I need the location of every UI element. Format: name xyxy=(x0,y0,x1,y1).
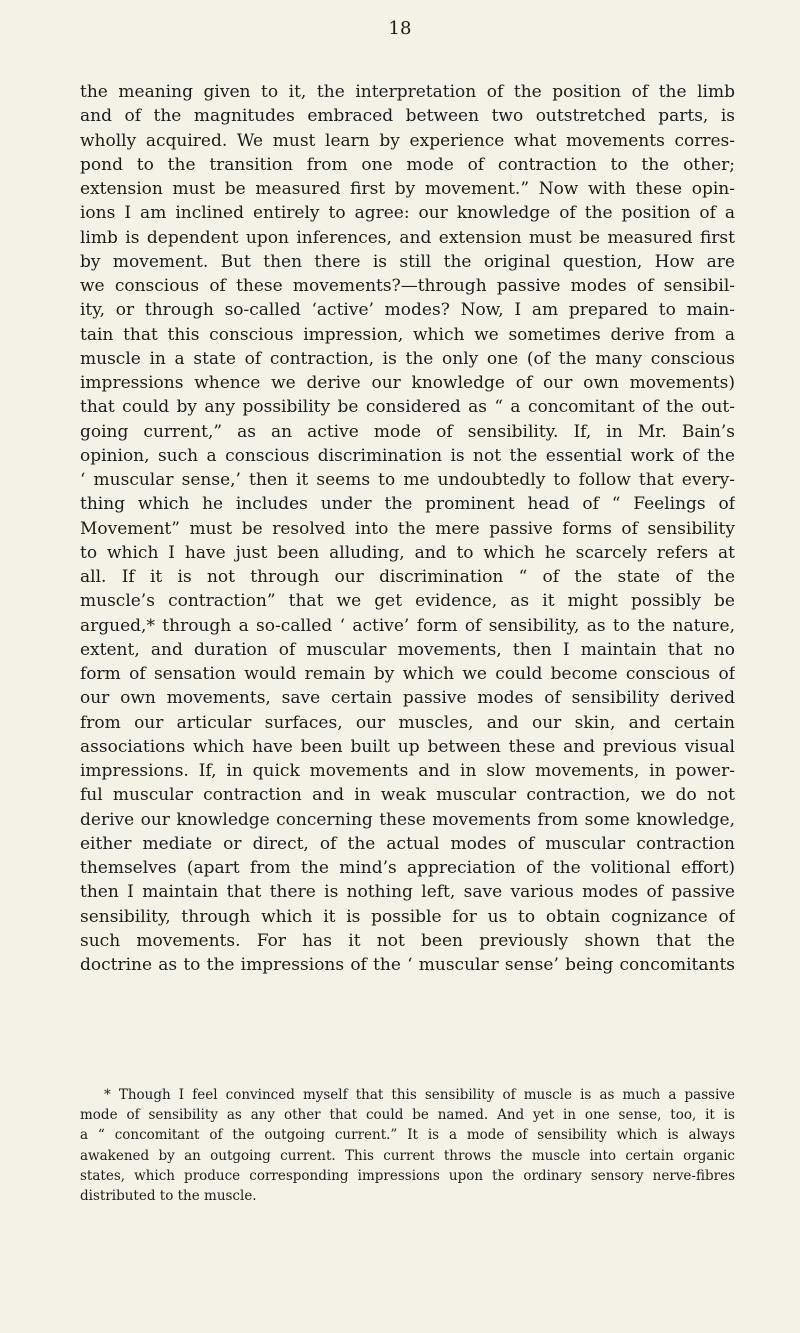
body-line: all. If it is not through our discrimination “ of the state of the xyxy=(80,567,735,587)
body-line: opinion, such a conscious discrimination is not the essential work of the xyxy=(80,445,735,466)
body-line: from our articular surfaces, our muscles, and our skin, and certain xyxy=(80,712,735,733)
body-line: doctrine as to the impressions of the ‘ muscular sense’ being concomitants xyxy=(80,955,735,975)
body-line: muscle’s contraction” that we get evidence, as it might possibly be xyxy=(80,591,735,612)
body-line: to which I have just been alluding, and to which he scarcely refers at xyxy=(80,542,735,563)
footnote-line: states, which produce corresponding impressions upon the ordinary sensory nerve-fibres xyxy=(80,1167,735,1184)
body-line: Movement” must be resolved into the mere passive forms of sensibility xyxy=(80,518,735,539)
body-line: argued,* through a so-called ‘ active’ form of sensibility, as to the nature, xyxy=(80,615,735,636)
body-line: we conscious of these movements?—through passive modes of sensibil- xyxy=(80,276,735,296)
footnote-line: distributed to the muscle. xyxy=(80,1187,257,1204)
body-line: then I maintain that there is nothing left, save various modes of passive xyxy=(80,882,735,903)
body-line: derive our knowledge concerning these movements from some knowledge, xyxy=(80,809,735,830)
body-text xyxy=(80,80,735,977)
body-line: limb is dependent upon inferences, and extension must be measured first xyxy=(80,227,735,248)
footnote-line: a “ concomitant of the outgoing current.” It is a mode of sensibility which is always xyxy=(80,1127,735,1144)
footnote xyxy=(80,1085,735,1206)
body-line: form of sensation would remain by which we could become conscious of xyxy=(80,664,735,684)
body-line: ful muscular contraction and in weak muscular contraction, we do not xyxy=(80,785,735,806)
body-line: impressions whence we derive our knowledge of our own movements) xyxy=(80,373,735,393)
body-line: that could by any possibility be considered as “ a concomitant of the out- xyxy=(80,397,735,418)
body-line: associations which have been built up between these and previous visual xyxy=(80,736,735,757)
body-line: and of the magnitudes embraced between two outstretched parts, is xyxy=(80,106,735,127)
page-number: 18 xyxy=(388,18,412,39)
body-line: by movement. But then there is still the original question, How are xyxy=(80,251,735,272)
body-line: extent, and duration of muscular movements, then I maintain that no xyxy=(80,639,735,660)
footnote-line: awakened by an outgoing current. This current throws the muscle into certain organic xyxy=(80,1147,735,1164)
body-line: our own movements, save certain passive modes of sensibility derived xyxy=(80,688,735,709)
body-line: impressions. If, in quick movements and in slow movements, in power- xyxy=(80,761,735,781)
footnote-line: * Though I feel convinced myself that this sensibility of muscle is as much a passive xyxy=(104,1087,735,1103)
body-line: either mediate or direct, of the actual modes of muscular contraction xyxy=(80,833,735,854)
body-line: muscle in a state of contraction, is the only one (of the many conscious xyxy=(80,348,735,369)
body-line: thing which he includes under the prominent head of “ Feelings of xyxy=(80,494,735,515)
body-line: ‘ muscular sense,’ then it seems to me undoubtedly to follow that every- xyxy=(80,470,735,490)
body-line: the meaning given to it, the interpretation of the position of the limb xyxy=(80,82,735,102)
body-line: pond to the transition from one mode of contraction to the other; xyxy=(80,154,735,175)
body-line: wholly acquired. We must learn by experience what movements corres- xyxy=(80,130,735,151)
body-line: going current,” as an active mode of sensibility. If, in Mr. Bain’s xyxy=(80,421,735,442)
body-line: extension must be measured first by movement.” Now with these opin- xyxy=(80,179,735,199)
body-line: themselves (apart from the mind’s appreciation of the volitional effort) xyxy=(80,858,735,878)
footnote-line: mode of sensibility as any other that could be named. And yet in one sense, too, it is xyxy=(80,1107,735,1124)
body-line: ity, or through so-called ‘active’ modes? Now, I am prepared to main- xyxy=(80,300,735,321)
body-line: tain that this conscious impression, which we sometimes derive from a xyxy=(80,324,735,345)
body-line: ions I am inclined entirely to agree: our knowledge of the position of a xyxy=(80,203,735,224)
body-line: such movements. For has it not been previously shown that the xyxy=(80,930,735,951)
body-line: sensibility, through which it is possible for us to obtain cognizance of xyxy=(80,906,735,927)
